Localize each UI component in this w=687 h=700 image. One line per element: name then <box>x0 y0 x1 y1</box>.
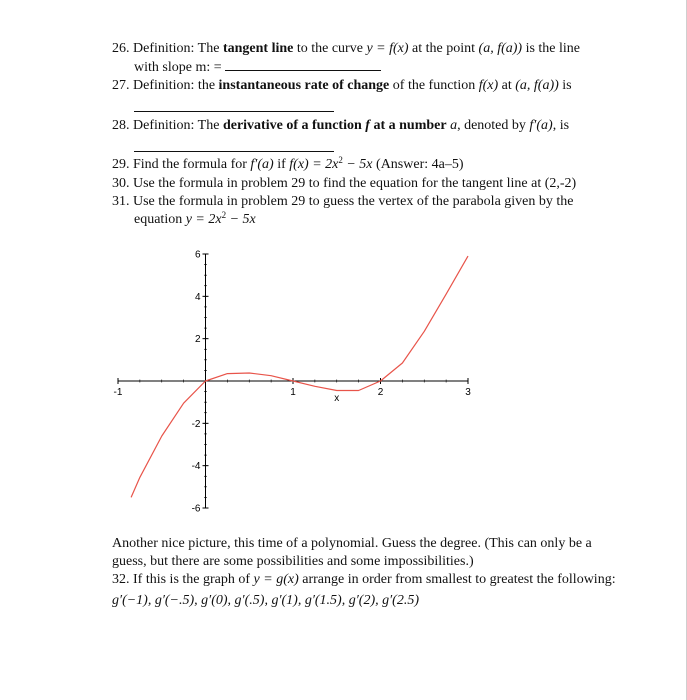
q27-line1 <box>112 77 572 95</box>
q28-math-derivative: f′(a) <box>529 118 553 133</box>
q31-line2-pre: equation <box>134 212 186 227</box>
q32-line1 <box>112 571 616 589</box>
q28-line1 <box>112 117 569 135</box>
q26-math-curve: y = f(x) <box>366 41 409 56</box>
y-tick-label: -4 <box>191 461 201 473</box>
q27-text-pre: Definition: the <box>133 78 219 93</box>
q31-line1 <box>112 193 574 211</box>
q26-line2 <box>134 58 381 77</box>
q30-text: Use the formula in problem 29 to find the equation for the tangent line at (2,-2) <box>133 176 577 191</box>
y-tick-label: -2 <box>191 418 201 430</box>
q32-derivative-list: g′(−1), g′(−.5), g′(0), g′(.5), g′(1), g′(1.5), g′(2), g′(2.5) <box>112 593 419 608</box>
q26-answer-blank[interactable] <box>225 58 381 71</box>
y-tick-label: -6 <box>191 503 201 515</box>
q32-math-function: y = g(x) <box>253 572 299 587</box>
q27-bold-term: instantaneous rate of change <box>218 78 390 93</box>
q31-number: 31. <box>112 194 130 209</box>
q30-number: 30. <box>112 176 130 191</box>
q28-answer-blank[interactable] <box>134 151 334 152</box>
q31-line2 <box>134 211 256 229</box>
curve-line <box>131 256 468 497</box>
y-tick-label: 2 <box>194 334 201 346</box>
q28-text-post: , is <box>552 118 570 133</box>
q27-text-post: is <box>558 78 572 93</box>
x-tick-label: 2 <box>377 387 384 398</box>
y-tick-label: 4 <box>194 291 201 303</box>
after-graph-line1: Another nice picture, this time of a polynomial. Guess the degree. (This can only be a <box>112 536 592 551</box>
q32-number: 32. <box>112 572 130 587</box>
x-tick-label: 1 <box>290 387 296 398</box>
q27-text-mid: of the function <box>389 78 479 93</box>
q27-math-point: (a, f(a)) <box>515 78 559 93</box>
q26-line1 <box>112 40 580 58</box>
q29-line <box>112 156 464 174</box>
q26-math-point: (a, f(a)) <box>478 41 523 56</box>
q28-bold-f: f <box>361 118 374 133</box>
q26-text-post: is the line <box>522 41 581 56</box>
q29-math-function: f(x) = 2x <box>289 157 339 172</box>
x-tick-label: -1 <box>113 387 123 398</box>
q26-number: 26. <box>112 41 130 56</box>
q27-text-mid2: at <box>498 78 516 93</box>
polynomial-graph <box>110 246 480 516</box>
q31-math-eq: y = 2x <box>185 212 222 227</box>
x-tick-label: 3 <box>465 387 471 398</box>
q29-exponent: 2 <box>338 155 343 165</box>
q28-number: 28. <box>112 118 130 133</box>
q27-number: 27. <box>112 78 130 93</box>
q28-text-mid2: , denoted by <box>457 118 530 133</box>
q32-text-pre: If this is the graph of <box>133 572 254 587</box>
q26-text-mid: to the curve <box>293 41 367 56</box>
q26-text-mid2: at the point <box>408 41 479 56</box>
q31-math-rest: − 5x <box>226 212 256 227</box>
y-tick-label: 6 <box>194 249 201 261</box>
graph-ticks <box>114 250 472 515</box>
q29-math-rest: − 5x <box>342 157 373 172</box>
q27-math-function: f(x) <box>478 78 499 93</box>
x-axis-label: x <box>334 393 340 404</box>
q26-text-pre: Definition: The <box>133 41 223 56</box>
q28-bold-term2: at a number <box>373 118 447 133</box>
q28-bold-term: derivative of a function <box>222 118 362 133</box>
q29-answer: (Answer: 4a–5) <box>376 157 464 172</box>
q32-text-post: arrange in order from smallest to greatest the following: <box>298 572 616 587</box>
q26-bold-term: tangent line <box>222 41 294 56</box>
q27-answer-blank[interactable] <box>134 111 334 112</box>
q31-text: Use the formula in problem 29 to guess the vertex of the parabola given by the <box>133 194 574 209</box>
graph-curve <box>131 256 468 497</box>
q31-exponent: 2 <box>221 210 227 220</box>
q29-text-if: if <box>273 157 290 172</box>
q29-number: 29. <box>112 157 130 172</box>
q26-slope-label: with slope m: = <box>134 60 222 75</box>
q29-text-pre: Find the formula for <box>133 157 251 172</box>
q28-text-pre: Definition: The <box>133 118 223 133</box>
q30-line <box>112 175 576 193</box>
q29-math-derivative: f′(a) <box>250 157 274 172</box>
q28-var-a: a <box>446 118 458 133</box>
after-graph-line2: guess, but there are some possibilities and some impossibilities.) <box>112 554 474 569</box>
